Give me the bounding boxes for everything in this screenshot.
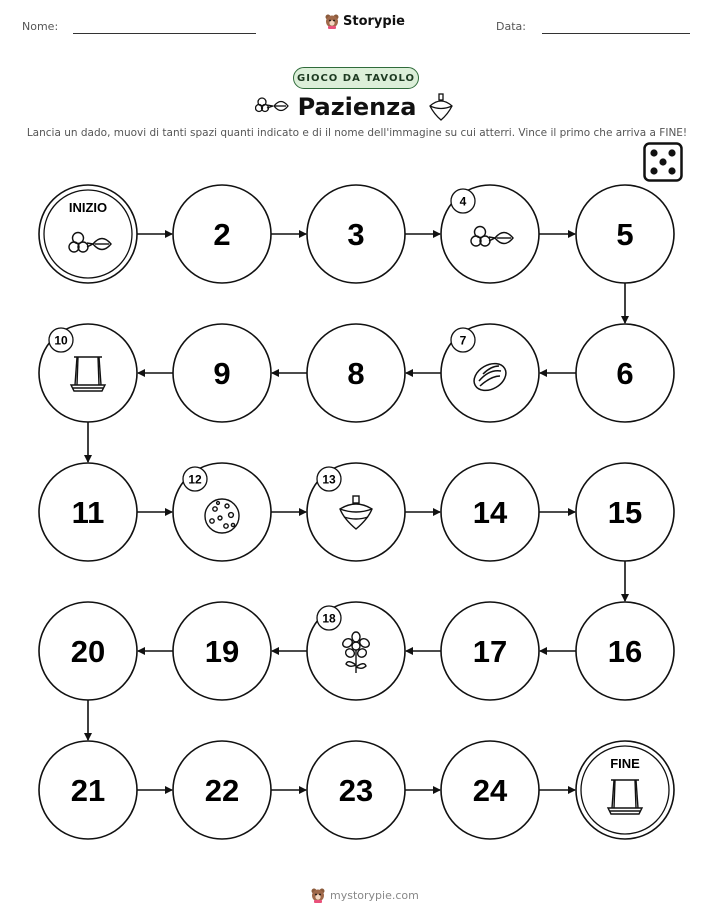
board-space-6 xyxy=(576,324,674,422)
board-space-24 xyxy=(441,741,539,839)
board-space-23 xyxy=(307,741,405,839)
brand-name: Storypie xyxy=(343,13,405,29)
board-space-3 xyxy=(307,185,405,283)
bear-mascot-icon xyxy=(310,887,326,903)
space-number: 2 xyxy=(213,217,231,252)
board-space-15 xyxy=(576,463,674,561)
space-number: 3 xyxy=(347,217,365,252)
board-space-7 xyxy=(441,324,539,422)
board-space-12 xyxy=(173,463,271,561)
space-number-badge xyxy=(451,189,475,213)
board-space-19 xyxy=(173,602,271,700)
space-number: 19 xyxy=(204,634,240,669)
footer-url: mystorypie.com xyxy=(330,888,419,902)
space-number: 22 xyxy=(204,773,240,808)
board-space-9 xyxy=(173,324,271,422)
board-space-fine xyxy=(576,741,674,839)
space-number-badge xyxy=(451,328,475,352)
space-number-badge xyxy=(317,467,341,491)
space-number: 7 xyxy=(459,333,467,348)
space-number: 14 xyxy=(472,495,508,530)
space-number: 15 xyxy=(607,495,643,530)
board-space-18 xyxy=(307,602,405,700)
board-space-4 xyxy=(441,185,539,283)
page-title: Pazienza xyxy=(297,93,417,121)
instructions-text: Lancia un dado, muovi di tanti spazi quanti indicato e di il nome dell'immagine su cui atterri. Vince il primo che arriva a FINE! xyxy=(26,127,688,139)
space-number: 9 xyxy=(213,356,231,391)
space-number-badge xyxy=(317,606,341,630)
start-label: INIZIO xyxy=(68,200,108,215)
space-number: 17 xyxy=(472,634,508,669)
space-number: 18 xyxy=(322,611,336,626)
space-number: 23 xyxy=(338,773,374,808)
board-space-13 xyxy=(307,463,405,561)
space-number: 13 xyxy=(322,472,336,487)
finish-label: FINE xyxy=(610,756,640,771)
board-space-17 xyxy=(441,602,539,700)
board-space-11 xyxy=(39,463,137,561)
space-number: 8 xyxy=(347,356,365,391)
board-space-14 xyxy=(441,463,539,561)
space-number: 6 xyxy=(616,356,634,391)
game-type-badge: GIOCO DA TAVOLO xyxy=(293,67,419,89)
space-number-badge xyxy=(183,467,207,491)
board-space-5 xyxy=(576,185,674,283)
board-space-2 xyxy=(173,185,271,283)
board-space-10 xyxy=(39,324,137,422)
space-number: 12 xyxy=(188,472,202,487)
board-space-22 xyxy=(173,741,271,839)
footer xyxy=(310,887,419,903)
date-label: Data: xyxy=(496,20,526,33)
space-number: 16 xyxy=(607,634,643,669)
board-space-16 xyxy=(576,602,674,700)
name-label: Nome: xyxy=(22,20,59,33)
space-number: 11 xyxy=(71,495,105,530)
space-number: 21 xyxy=(70,773,106,808)
board-space-inizio xyxy=(39,185,137,283)
space-number: 4 xyxy=(459,194,467,209)
space-number: 20 xyxy=(70,634,106,669)
board-space-20 xyxy=(39,602,137,700)
board-space-21 xyxy=(39,741,137,839)
space-number: 5 xyxy=(616,217,634,252)
space-number: 10 xyxy=(54,333,68,348)
space-number-badge xyxy=(49,328,73,352)
board-space-8 xyxy=(307,324,405,422)
space-number: 24 xyxy=(472,773,508,808)
